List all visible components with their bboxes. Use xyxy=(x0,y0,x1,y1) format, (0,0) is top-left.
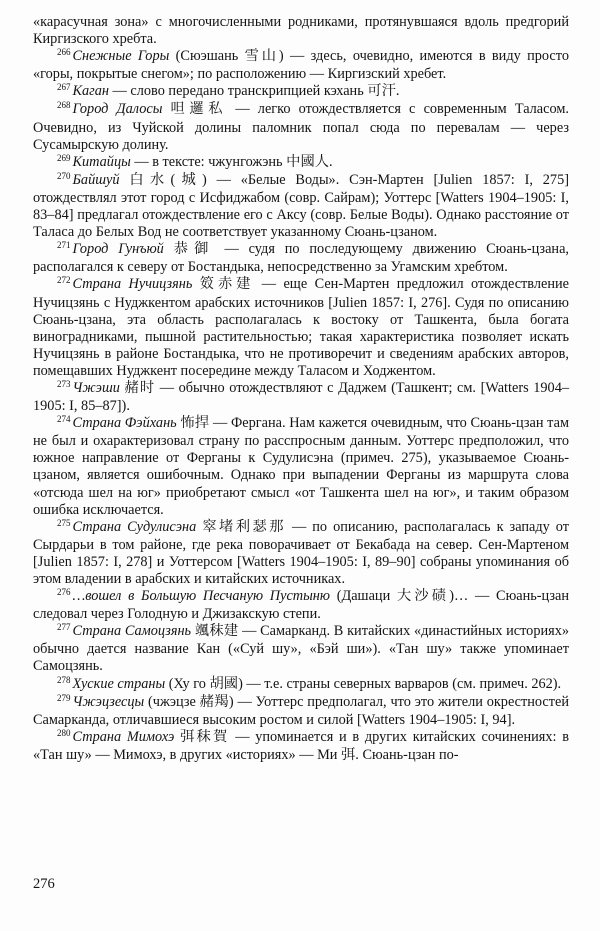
footnote-term: Страна Судулисэна xyxy=(72,518,197,535)
footnote-277 xyxy=(33,623,569,675)
footnote-text: (Сюэшань 雪山) — здесь, очевидно, имеются в виду просто «горы, покрытые снегом»; по расположению — Киргизский хребет. xyxy=(33,48,569,83)
footnote-number: 267 xyxy=(57,82,71,93)
footnote-number: 272 xyxy=(57,275,71,286)
footnote-term: Хуские страны xyxy=(72,675,166,692)
footnote-269 xyxy=(33,154,569,172)
footnote-271 xyxy=(33,241,569,276)
footnote-continuation xyxy=(33,14,569,48)
footnote-270 xyxy=(33,172,569,241)
footnote-275 xyxy=(33,519,569,588)
footnote-274 xyxy=(33,415,569,519)
footnotes-text xyxy=(33,14,569,764)
footnote-text: 呾邏私 — легко отождествляется с современным Таласом. Очевидно, из Чуйской долины паломник попал сюда по перевалам — через Сусамырскую долину. xyxy=(33,101,569,153)
footnote-number: 279 xyxy=(57,692,71,703)
footnote-280 xyxy=(33,729,569,764)
footnote-number: 278 xyxy=(57,674,71,685)
footnote-number: 277 xyxy=(57,622,71,633)
footnote-number: 266 xyxy=(57,47,71,58)
footnote-term: Чжэцзесцы xyxy=(72,693,145,710)
footnote-term: Город Гунъюй xyxy=(72,241,164,258)
footnote-278 xyxy=(33,676,569,694)
footnote-number: 273 xyxy=(57,378,71,389)
footnote-term: Страна Самоцзянь xyxy=(72,623,192,640)
footnote-number: 276 xyxy=(57,587,71,598)
footnote-268 xyxy=(33,101,569,153)
footnote-text: (Ху го 胡國) — т.е. страны северных варваров (см. примеч. 262). xyxy=(165,675,562,692)
footnote-number: 271 xyxy=(57,240,71,251)
footnote-term: Снежные Горы xyxy=(72,48,170,65)
footnote-text: 赭时 — обычно отождествляют с Даджем (Ташкент; см. [Watters 1904–1905: I, 85–87]). xyxy=(33,379,569,415)
footnote-273 xyxy=(33,380,569,415)
footnote-term: …вошел в Большую Песчаную Пустыню xyxy=(72,588,330,605)
footnote-term: Каган xyxy=(72,83,109,100)
footnote-term: Китайцы xyxy=(72,153,131,170)
footnote-266 xyxy=(33,48,569,83)
footnote-term: Страна Мимохэ xyxy=(72,728,175,745)
footnote-text: (чжэцзе 赭羯) — Уоттерс предполагал, что это жители окрестностей Самарканда, отличавшиеся высоким ростом и силой [Watters 1904–1905: I, 94]. xyxy=(33,693,569,728)
footnote-272 xyxy=(33,276,569,380)
footnote-text: — слово передано транскрипцией кэхань 可汗. xyxy=(108,83,400,100)
footnote-number: 280 xyxy=(57,727,71,738)
footnote-text: — в тексте: чжунгожэнь 中國人. xyxy=(130,153,333,170)
footnote-text: 弭秣賀 — упоминается и в других китайских сочинениях: в «Тан шу» — Мимохэ, в других «историях» — Ми 弭. Сюань-цзан по- xyxy=(33,728,569,763)
footnote-number: 268 xyxy=(57,100,71,111)
footnote-text: 恭御 — судя по последующему движению Сюань-цзана, располагался к северу от Бостандыка, непосредственно за Угамским хребтом. xyxy=(33,241,569,276)
footnote-text: 笯赤建 — еще Сен-Мартен предложил отождествление Нучицзянь с Нуджкентом арабских источников [Julien 1857: I, 276]. Судя по описанию Сюань-цзана, эта область располагалась к востоку от Ташкента, была богата виноградниками, пышной растительностью; такая характеристика позволяет искать Нучицзянь в районе Бостандыка, что не противоречит и сведениям арабских авторов, помещавших Нуджкент посередине между Таласом и Ходжентом. xyxy=(33,276,569,379)
footnote-term: Байшуй xyxy=(72,171,120,188)
footnote-text: (Дашаци 大沙碛)… — Сюань-цзан следовал через Голодную и Джизакскую степи. xyxy=(33,588,570,623)
footnote-number: 270 xyxy=(57,170,71,181)
footnote-text: 白水(城) — «Белые Воды». Сэн-Мартен [Julien 1857: I, 275] отождествлял этот город с Исфиджабом (совр. Сайрам); Уоттерс [Watters 1904–1905: I, 83–84] предлагал отождествление его с Аксу (совр. Белые Воды). Однако расстояние от Таласа до Белых Вод не соответствует указанному Сюань-цзаном. xyxy=(33,171,569,241)
page-number: 276 xyxy=(33,876,55,892)
footnote-term: Город Далосы xyxy=(72,101,163,118)
footnote-279 xyxy=(33,694,569,729)
footnote-text: «карасучная зона» с многочисленными родниками, протянувшаяся вдоль предгорий Киргизского хребта. xyxy=(33,14,569,48)
footnote-number: 269 xyxy=(57,152,71,163)
footnote-number: 274 xyxy=(57,414,71,425)
footnote-term: Чжэши xyxy=(72,379,120,396)
footnote-276 xyxy=(33,588,569,623)
footnote-number: 275 xyxy=(57,517,71,528)
footnote-term: Страна Нучицзянь xyxy=(72,276,193,293)
footnote-term: Страна Фэйхань xyxy=(72,415,177,432)
footnote-267 xyxy=(33,83,569,101)
footnote-text: 窣堵利瑟那 — по описанию, располагалась к западу от Сырдарьи в том районе, где река поворачивает от Бекабада на север. Сен-Мартеном [Julien 1857: I, 278] и Уоттерсом [Watters 1904–1905: I, 89–90] собраны упоминания об этом владении в арабских и китайских источниках. xyxy=(33,518,569,587)
footnote-text: 颯秣建 — Самарканд. В китайских «династийных историях» обычно дается название Кан («Суй шу», «Бэй ши»). «Тан шу» также упоминает Самоцзянь. xyxy=(33,623,569,675)
footnote-text: 怖捍 — Фергана. Нам кажется очевидным, что Сюань-цзан там не был и охарактеризовал страну по расспросным данным. Уоттерс предположил, что южное направление от Ферганы к Судулисэна (примеч. 275), указываемое Сюань-цзаном, является ошибочным. Однако при выпадении Ферганы из маршрута слова «отсюда шел на юг» приобретают смысл «от Ташкента шел на юг», и таким образом ошибка исключается. xyxy=(33,415,569,518)
